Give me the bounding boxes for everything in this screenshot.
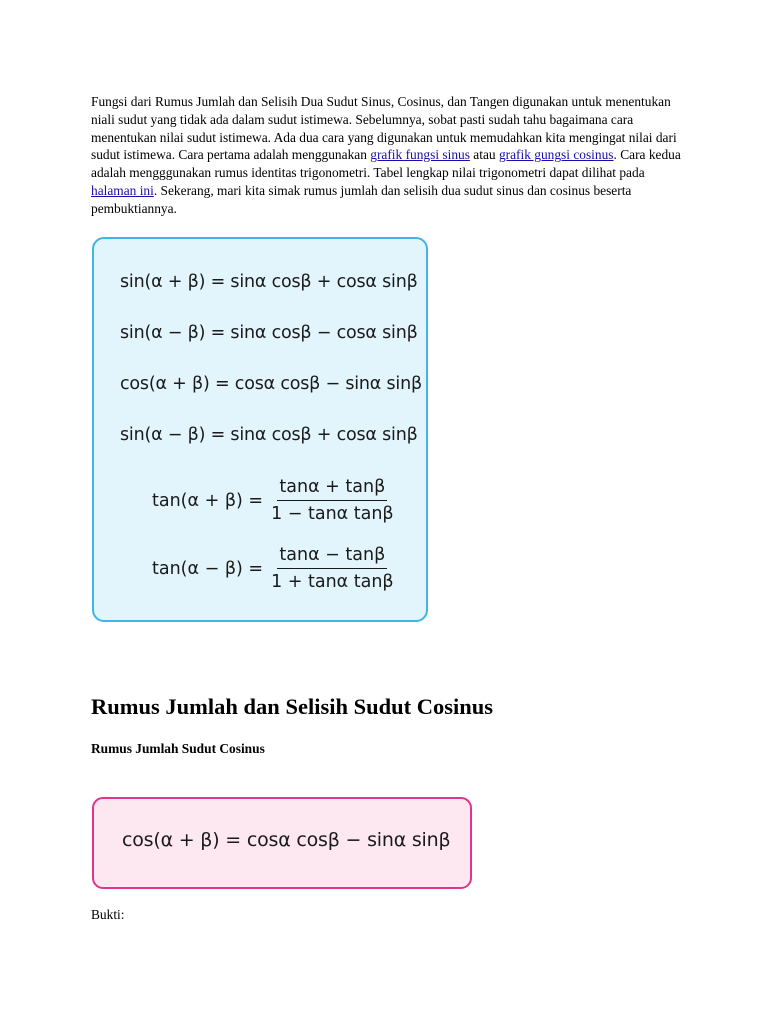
tan-sum-fraction bbox=[269, 477, 396, 524]
formula-cos-sum-highlight: cos(α + β) = cosα cosβ − sinα sinβ bbox=[122, 829, 451, 851]
intro-text-4: . Sekerang, mari kita simak rumus jumlah dan selisih dua sudut sinus dan cosinus beserta pembuktiannya. bbox=[91, 182, 632, 216]
formula-tan-difference bbox=[152, 545, 396, 592]
formula-box-cos-sum bbox=[92, 797, 472, 889]
section-subtitle: Rumus Jumlah Sudut Cosinus bbox=[91, 741, 265, 756]
formula-sin-difference: sin(α − β) = sinα cosβ − cosα sinβ bbox=[120, 323, 418, 343]
formula-tan-sum bbox=[152, 477, 396, 524]
tan-sum-lhs: tan(α + β) = bbox=[152, 490, 264, 511]
formula-box-sum-difference bbox=[92, 237, 428, 622]
intro-text-3: . Cara kedua adalah mengggunakan rumus identitas trigonometri. Tabel lengkap nilai trigonometri dapat dilihat pada bbox=[91, 147, 681, 181]
tan-difference-lhs: tan(α − β) = bbox=[152, 558, 264, 579]
formula-sin-difference-2: sin(α − β) = sinα cosβ + cosα sinβ bbox=[120, 425, 418, 445]
intro-paragraph bbox=[91, 93, 681, 218]
tan-difference-denominator: 1 + tanα tanβ bbox=[271, 572, 394, 592]
intro-text-2: atau bbox=[469, 147, 499, 163]
tan-difference-fraction bbox=[269, 545, 396, 592]
formula-sin-sum: sin(α + β) = sinα cosβ + cosα sinβ bbox=[120, 272, 418, 292]
tan-sum-denominator: 1 − tanα tanβ bbox=[271, 504, 394, 524]
link-halaman-ini[interactable]: halaman ini bbox=[91, 182, 154, 198]
tan-difference-numerator: tanα − tanβ bbox=[277, 545, 387, 569]
tan-sum-numerator: tanα + tanβ bbox=[277, 477, 387, 501]
formula-cos-sum: cos(α + β) = cosα cosβ − sinα sinβ bbox=[120, 374, 422, 394]
link-grafik-fungsi-sinus[interactable]: grafik fungsi sinus bbox=[370, 147, 470, 163]
section-title: Rumus Jumlah dan Selisih Sudut Cosinus bbox=[91, 694, 494, 719]
link-grafik-gungsi-cosinus[interactable]: grafik gungsi cosinus bbox=[498, 147, 614, 163]
proof-label: Bukti: bbox=[91, 907, 125, 922]
intro-text-1: Fungsi dari Rumus Jumlah dan Selisih Dua Sudut Sinus, Cosinus, dan Tangen digunakan untuk menentukan niali sudut yang tidak ada dalam sudut istimewa. Sebelumnya, sobat pasti sudah tahu bagaimana cara menentukan nilai sudut istimewa. Ada dua cara yang digunakan untuk memudahkan kita mengingat nilai dari sudut istimewa. Cara pertama adalah menggunakan bbox=[91, 94, 677, 163]
